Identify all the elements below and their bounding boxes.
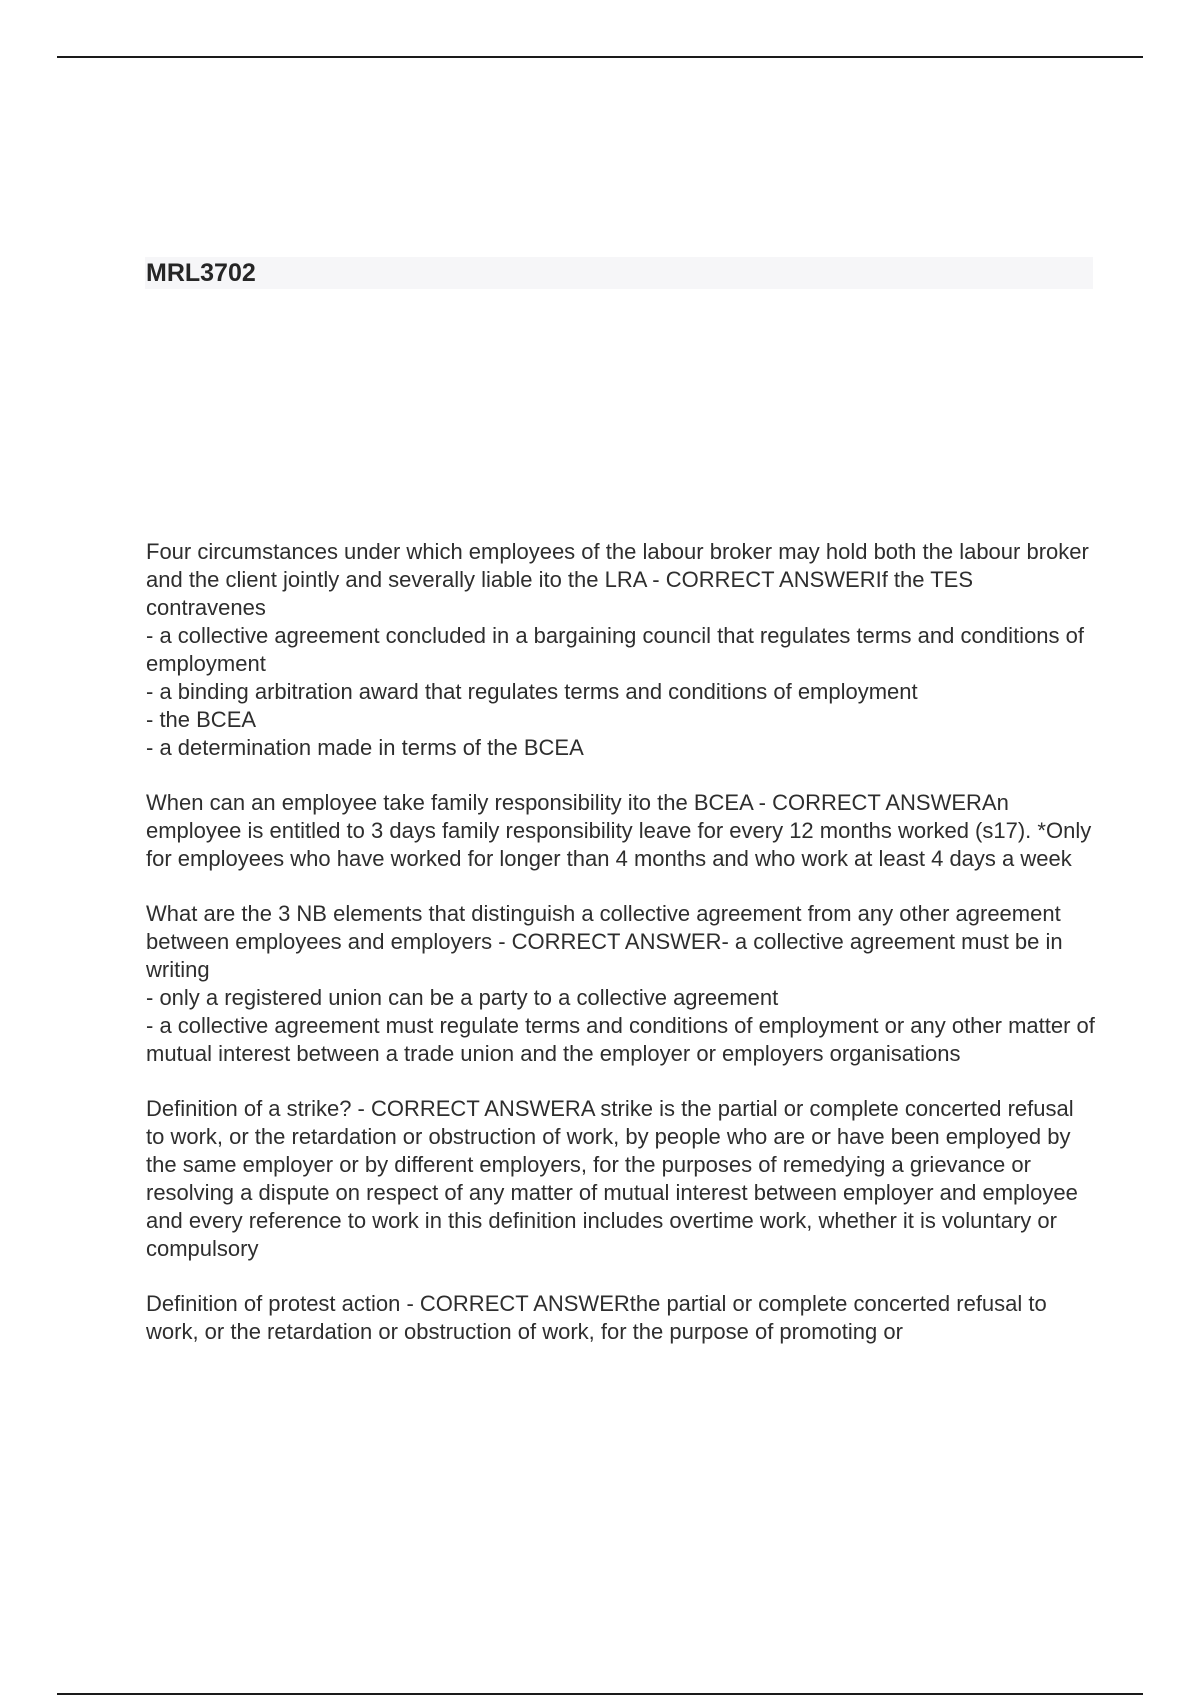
qa-entry: [146, 900, 1096, 1068]
qa-entry: [146, 1290, 1096, 1346]
footer-divider: [57, 1693, 1143, 1695]
header-divider: [57, 56, 1143, 58]
qa-text: What are the 3 NB elements that distinguish a collective agreement from any other agreement between employees and employers - CORRECT ANSWER- a collective agreement must be in writing: [146, 901, 1063, 982]
qa-text: Four circumstances under which employees of the labour broker may hold both the labour broker and the client jointly and severally liable ito the LRA - CORRECT ANSWERIf the TES contravenes: [146, 539, 1089, 620]
qa-list-item: - a binding arbitration award that regulates terms and conditions of employment: [146, 679, 918, 704]
qa-list: [146, 622, 1096, 762]
qa-list-item: - only a registered union can be a party to a collective agreement: [146, 985, 779, 1010]
document-body: [146, 538, 1096, 1373]
qa-entry: [146, 1095, 1096, 1263]
qa-list-item: - a determination made in terms of the BCEA: [146, 735, 584, 760]
qa-text: When can an employee take family responsibility ito the BCEA - CORRECT ANSWERAn employee is entitled to 3 days family responsibility leave for every 12 months worked (s17). *Only for employees who have worked for longer than 4 months and who work at least 4 days a week: [146, 790, 1092, 871]
qa-entry: [146, 789, 1096, 873]
title-highlight: [145, 257, 1093, 289]
qa-text: Definition of protest action - CORRECT ANSWERthe partial or complete concerted refusal to work, or the retardation or obstruction of work, for the purpose of promoting or: [146, 1291, 1047, 1344]
qa-list-item: - the BCEA: [146, 707, 257, 732]
qa-list: [146, 984, 1096, 1068]
qa-list-item: - a collective agreement must regulate terms and conditions of employment or any other matter of mutual interest between a trade union and the employer or employers organisations: [146, 1013, 1095, 1066]
qa-text: Definition of a strike? - CORRECT ANSWERA strike is the partial or complete concerted refusal to work, or the retardation or obstruction of work, by people who are or have been employed by the same employer or by different employers, for the purposes of remedying a grievance or resolving a dispute on respect of any matter of mutual interest between employer and employee and every reference to work in this definition includes overtime work, whether it is voluntary or compulsory: [146, 1096, 1078, 1261]
qa-list-item: - a collective agreement concluded in a bargaining council that regulates terms and conditions of employment: [146, 623, 1084, 676]
qa-entry: [146, 538, 1096, 762]
document-title: MRL3702: [146, 259, 256, 287]
